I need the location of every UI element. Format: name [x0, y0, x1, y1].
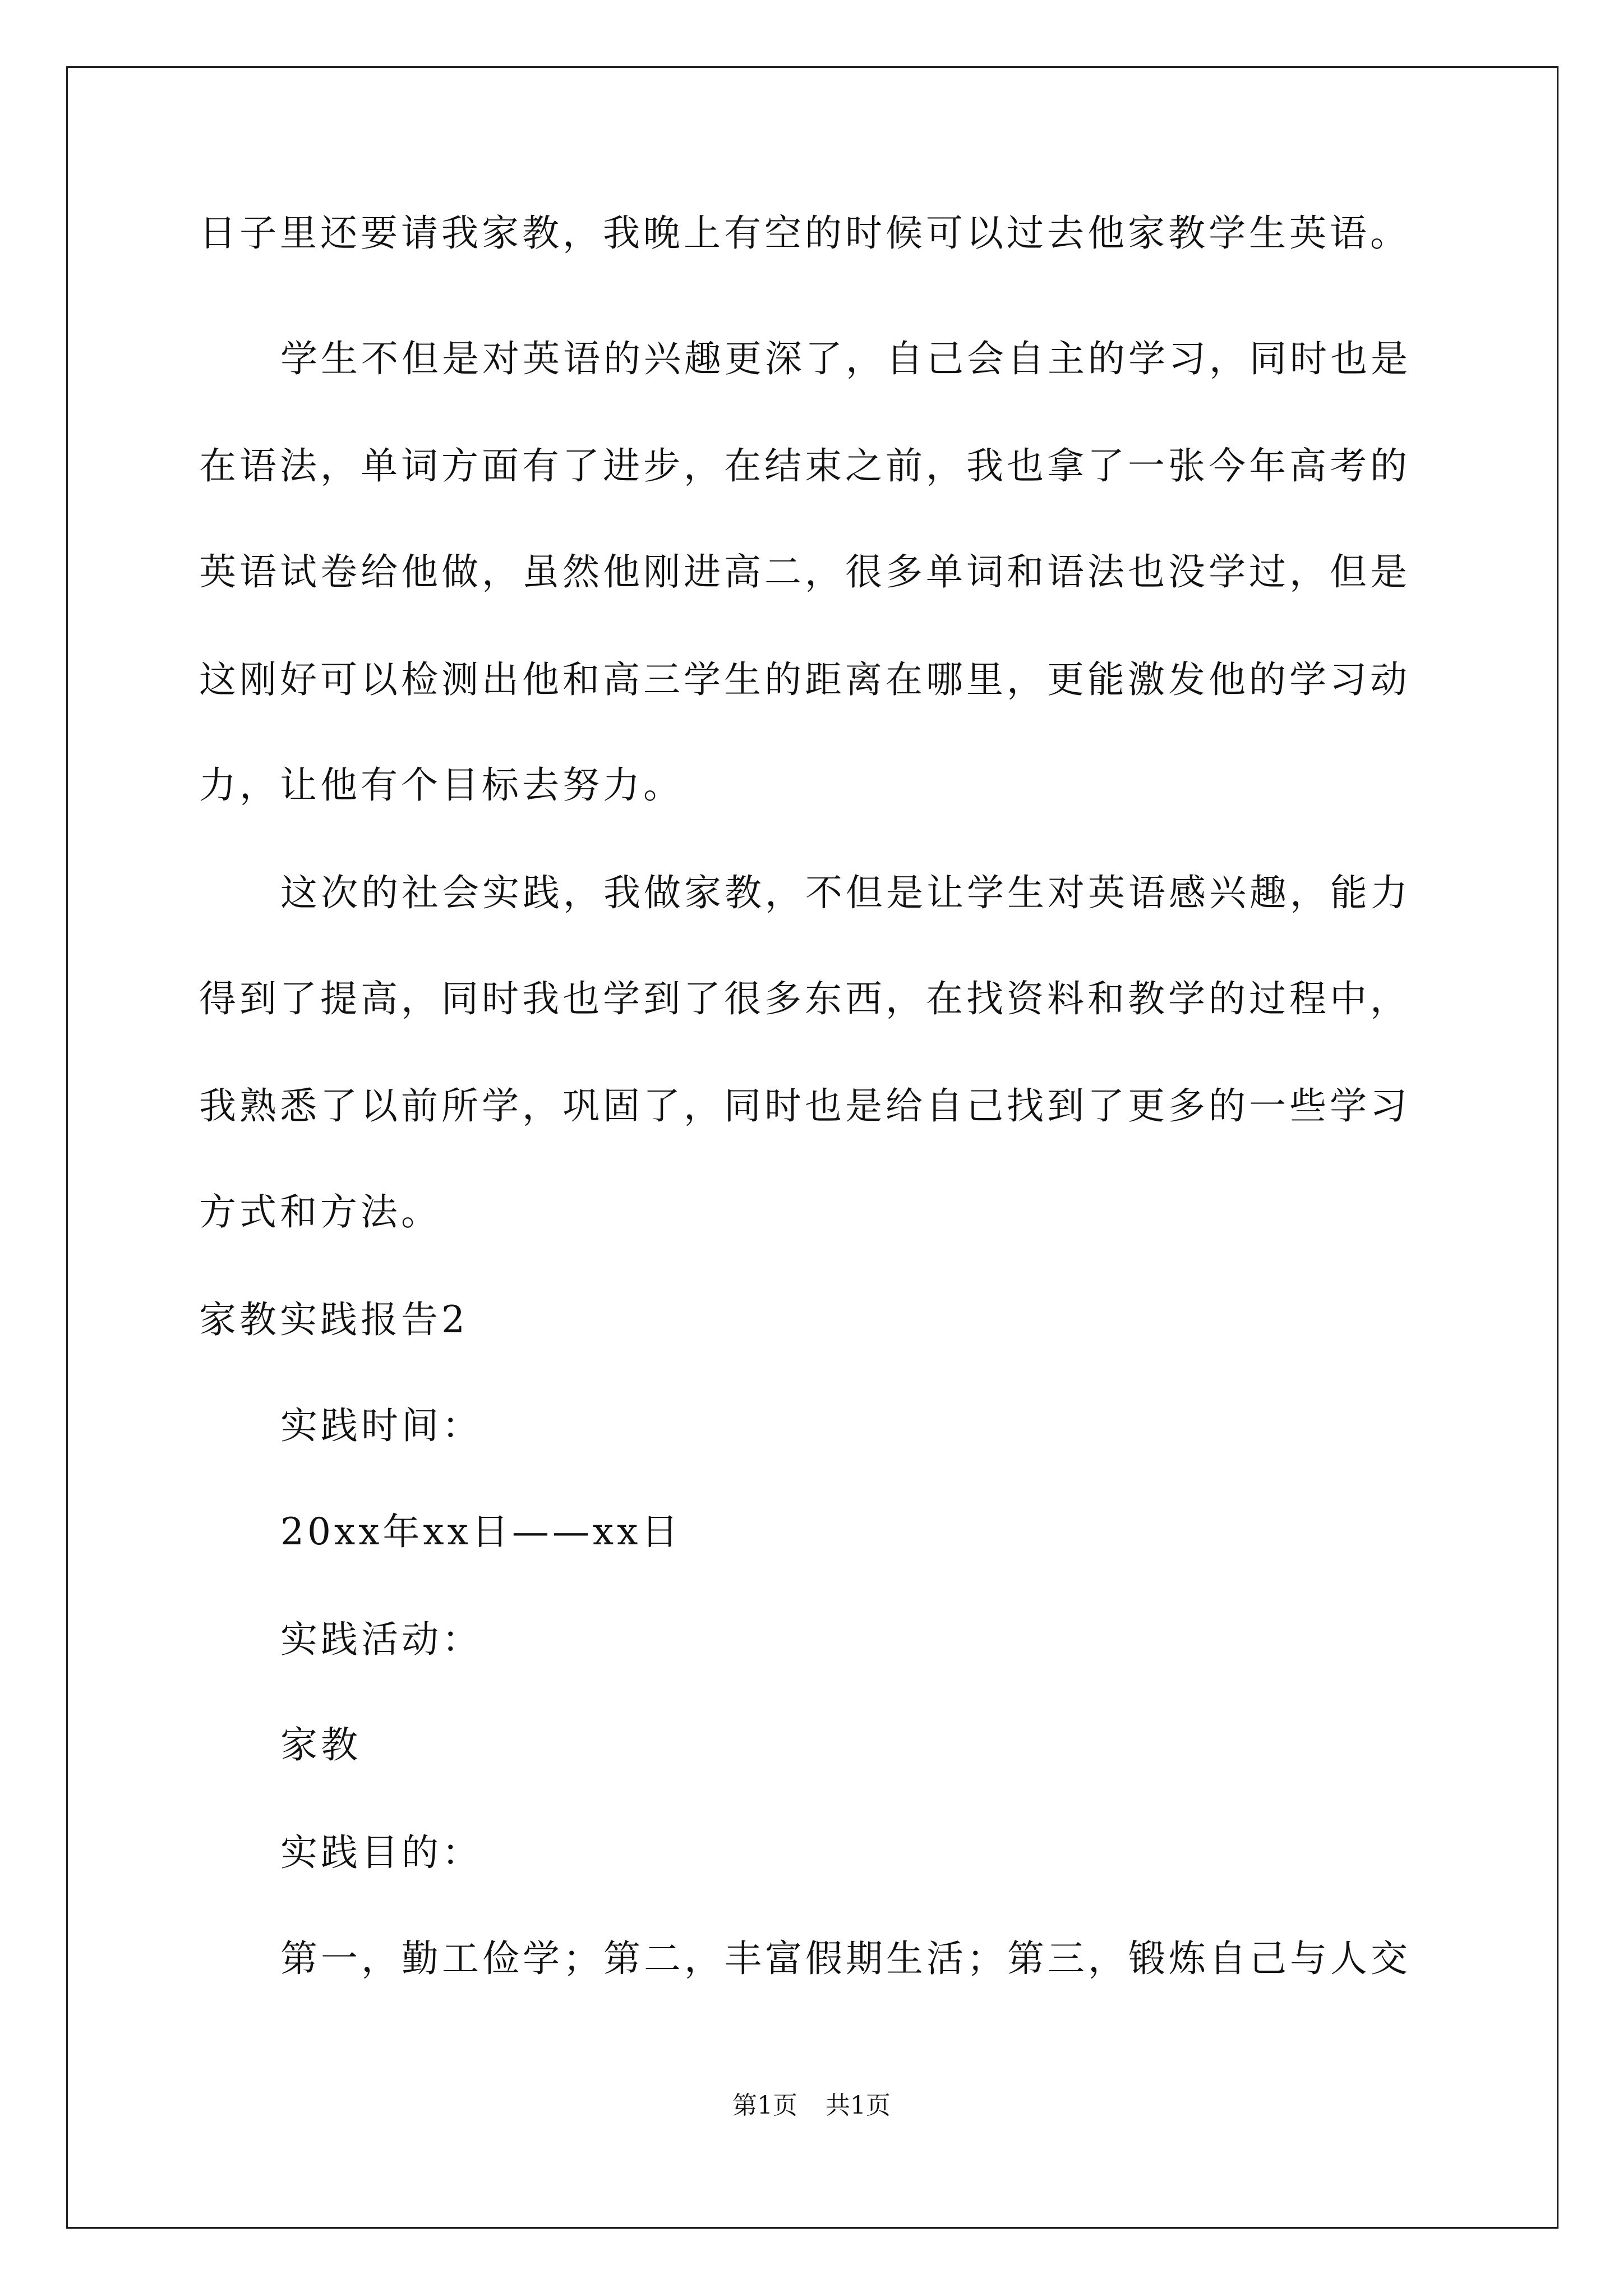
section-heading: 家教实践报告2 — [199, 1298, 468, 1341]
page-number: 第1页 — [732, 2091, 797, 2120]
paragraph-line: 这次的社会实践，我做家教，不但是让学生对英语感兴趣，能力 — [280, 871, 1411, 914]
page-border — [66, 66, 1559, 2229]
paragraph-line: 家教 — [280, 1723, 361, 1766]
page-footer — [0, 2090, 1623, 2122]
paragraph-line: 这刚好可以检测出他和高三学生的距离在哪里，更能激发他的学习动 — [199, 658, 1410, 701]
paragraph-line: 英语试卷给他做，虽然他刚进高二，很多单词和语法也没学过，但是 — [199, 550, 1410, 593]
paragraph-line: 得到了提高，同时我也学到了很多东西，在找资料和教学的过程中， — [199, 977, 1410, 1020]
paragraph-line: 日子里还要请我家教，我晚上有空的时候可以过去他家教学生英语。 — [199, 211, 1410, 255]
paragraph-line: 我熟悉了以前所学，巩固了，同时也是给自己找到了更多的一些学习 — [199, 1084, 1410, 1128]
paragraph-line: 实践时间： — [280, 1404, 482, 1447]
paragraph-line: 方式和方法。 — [199, 1190, 441, 1234]
paragraph-line: 第一，勤工俭学；第二，丰富假期生活；第三，锻炼自己与人交 — [280, 1937, 1411, 1980]
paragraph-line: 实践活动： — [280, 1618, 482, 1661]
paragraph-line: 在语法，单词方面有了进步，在结束之前，我也拿了一张今年高考的 — [199, 444, 1410, 487]
paragraph-line: 实践目的： — [280, 1831, 482, 1874]
paragraph-line: 力，让他有个目标去努力。 — [199, 763, 684, 807]
paragraph-line: 学生不但是对英语的兴趣更深了，自己会自主的学习，同时也是 — [280, 337, 1411, 380]
page-total: 共1页 — [826, 2091, 891, 2120]
paragraph-line: 20xx年xx日——xx日 — [280, 1510, 682, 1553]
